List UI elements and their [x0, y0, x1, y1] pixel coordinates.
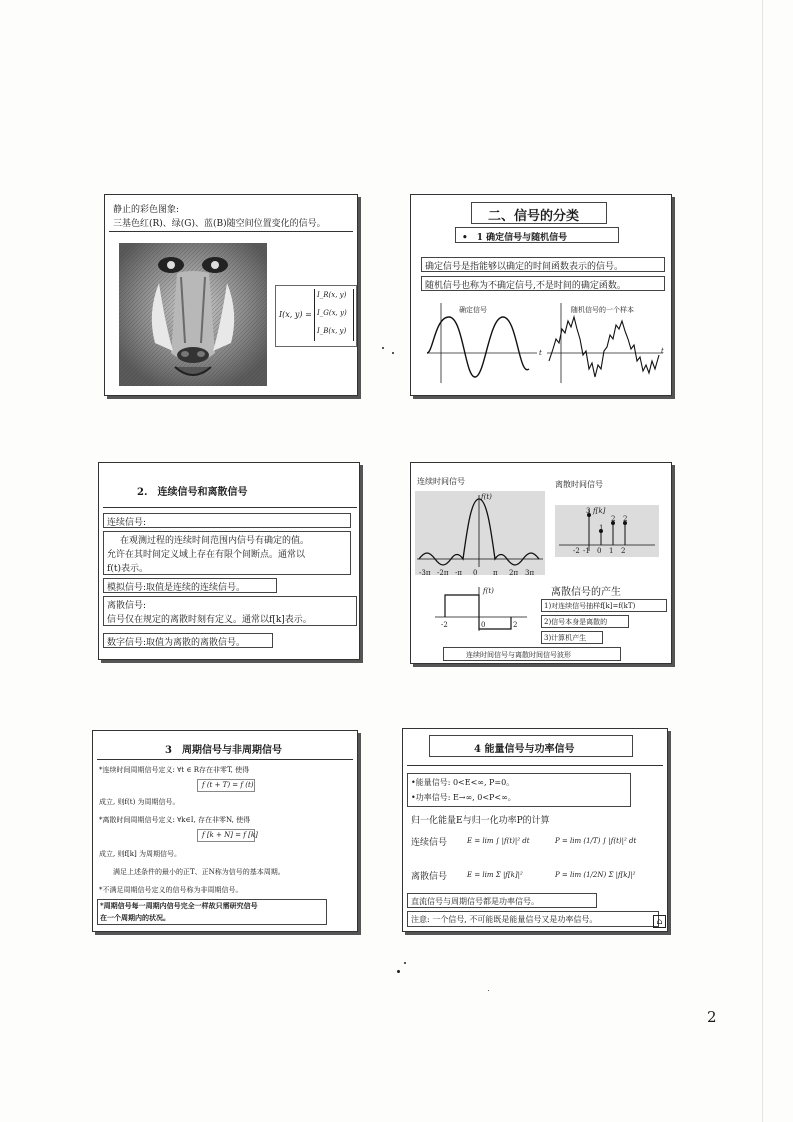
slide6-note-box [407, 911, 659, 927]
slide4-caption: 连续时间信号与离散时间信号波形 [466, 651, 571, 659]
speck [397, 970, 400, 973]
slide2-def2-box [421, 276, 665, 291]
slide1-line2: 三基色红(R)、绿(G)、蓝(B)随空间位置变化的信号。 [113, 219, 326, 229]
slide3-disc-box [103, 596, 357, 626]
slide3-cont-body-box [103, 531, 351, 575]
slide4-gen2: 2)信号本身是离散的 [544, 618, 608, 626]
xtick-2pi: 2π [509, 569, 519, 577]
slide-color-image [104, 194, 358, 396]
slide3-cont-head: 连续信号: [107, 518, 147, 528]
slide5-eq2: f [k + N] = f [k] [202, 831, 258, 839]
slide5-l5: 满足上述条件的最小的正T、正N称为信号的基本周期。 [113, 868, 285, 876]
axis-t-right: t [661, 347, 664, 355]
slide6-cont-label: 连续信号 [411, 838, 448, 848]
slide2-def1: 确定信号是指能够以确定的时间函数表示的信号。 [425, 262, 624, 272]
slide5-l6: *不满足周期信号定义的信号称为非周期信号。 [99, 886, 243, 894]
slide5-l1: *连续时间周期信号定义: ∀t ∈ R存在非零T, 使得 [99, 766, 250, 774]
ktick-1: 1 [609, 547, 614, 555]
slide6-p-cont: P = lim (1/T) ∫ |f(t)|² dt [555, 837, 637, 845]
slide2-subtitle: • 1 确定信号与随机信号 [462, 233, 568, 243]
slide3-disc-body: 信号仅在规定的离散时刻有定义。通常以f[k]表示。 [107, 615, 312, 625]
slide6-title-box [429, 735, 633, 757]
slide2-def2: 随机信号也称为不确定信号,不是时间的确定函数。 [425, 281, 626, 291]
ktick-0: 0 [597, 547, 602, 555]
color-equation [275, 285, 357, 347]
home-icon[interactable]: ⌂ [653, 915, 666, 928]
slide3-cont-body2: 允许在其时间定义域上存在有限个间断点。通常以 [107, 550, 306, 560]
slide-signal-classification [410, 194, 672, 396]
slide6-b1: •能量信号: 0<E<∞, P=0。 [411, 778, 515, 787]
slide1-line1: 静止的彩色图象: [113, 205, 180, 215]
slide6-dc: 直流信号与周期信号都是功率信号。 [411, 897, 539, 906]
slide2-def1-box [421, 257, 665, 272]
slide5-n1: *周期信号每一周期内信号完全一样故只需研究信号 [100, 901, 258, 910]
slide5-n2: 在一个周期内的状况。 [100, 913, 170, 922]
slide6-b2: •功率信号: E→∞, 0<P<∞。 [411, 793, 516, 802]
slide3-divider [103, 507, 357, 508]
slide6-e-disc: E = lim Σ |f[k]|² [467, 871, 523, 879]
slide5-eq2-box [197, 829, 258, 842]
stem-val-1: 1 [599, 524, 604, 532]
slide-periodic [92, 730, 358, 932]
slide2-title-box [471, 202, 607, 224]
xtick-m2pi: -2π [437, 569, 449, 577]
baboon-image [119, 243, 267, 386]
stem-val-3: 3 [586, 507, 591, 515]
slide5-eq1: f (t + T) = f (t) [202, 781, 254, 789]
stem-val-2a: 2 [611, 515, 616, 523]
xtick-mpi: -π [455, 569, 462, 577]
speck [404, 962, 406, 964]
slide5-l2: 成立, 则f(t) 为周期信号。 [99, 798, 180, 806]
eq-row-g: I_G(x, y) [317, 309, 347, 317]
slide5-title: 3 周期信号与非周期信号 [165, 745, 282, 756]
step-tick-0: 0 [481, 621, 486, 629]
slide3-cont-body1: 在观测过程的连续时间范围内信号有确定的值。 [120, 536, 310, 546]
xtick-pi: π [493, 569, 498, 577]
stem-val-2b: 2 [623, 515, 628, 523]
slide3-analog-box [103, 578, 277, 593]
slide4-gen3: 3)计算机产生 [544, 634, 587, 642]
slide5-eq1-box [197, 779, 255, 792]
slide-signal-waveforms [410, 462, 672, 664]
ktick-m1: -1 [583, 547, 590, 555]
slide5-note-box [97, 899, 327, 925]
slide4-gen1-box [541, 599, 667, 612]
xtick-m3pi: -3π [419, 569, 431, 577]
fig-label-random: 随机信号的一个样本 [571, 306, 634, 314]
speck [488, 990, 489, 991]
stem-plot [555, 505, 659, 557]
xtick-0: 0 [473, 569, 478, 577]
slide3-digital: 数字信号:取值为离散的离散信号。 [107, 638, 246, 648]
slide1-divider [109, 231, 353, 232]
slide4-cont-label: 连续时间信号 [417, 477, 465, 486]
slide6-norm: 归一化能量E与归一化功率P的计算 [411, 816, 550, 826]
slide3-digital-box [103, 633, 273, 648]
speck [382, 347, 384, 349]
slide6-bullets-box [407, 773, 631, 807]
slide6-title: 4 能量信号与功率信号 [474, 744, 575, 755]
slide3-cont-head-box [103, 513, 351, 528]
slide6-dc-box [407, 893, 597, 908]
scan-edge-line [762, 0, 763, 1122]
xtick-3pi: 3π [525, 569, 535, 577]
eq-row-b: I_B(x, y) [317, 327, 347, 335]
slide4-caption-box [443, 647, 621, 661]
sinc-ft: f(t) [481, 493, 492, 501]
axis-t-left: t [539, 349, 542, 357]
eq-row-r: I_R(x, y) [317, 291, 347, 299]
slide6-p-disc: P = lim (1/2N) Σ |f[k]|² [555, 871, 636, 879]
slide4-disc-label: 离散时间信号 [555, 480, 603, 489]
slide3-disc-head: 离散信号: [107, 601, 147, 611]
eq-lhs: I(x, y) = [279, 310, 312, 319]
slide4-gen2-box [541, 615, 629, 628]
slide2-title: 二、信号的分类 [488, 209, 580, 224]
slide6-divider [407, 765, 663, 766]
slide5-divider [97, 759, 353, 760]
ktick-m2: -2 [573, 547, 580, 555]
page-number: 2 [707, 1008, 717, 1026]
step-ft: f(t) [483, 587, 494, 595]
slide-continuous-discrete [98, 462, 360, 660]
fig-label-deterministic: 确定信号 [459, 306, 487, 314]
slide4-gen1: 1)对连续信号抽样f[k]=f(kT) [544, 602, 636, 610]
slide3-title: 2. 连续信号和离散信号 [137, 487, 248, 498]
slide5-l4: 成立, 则f[k] 为周期信号。 [99, 850, 181, 858]
sinc-plot [415, 491, 545, 575]
speck [392, 352, 394, 354]
stem-fk: f[k] [593, 507, 606, 515]
slide4-gen3-box [541, 631, 603, 644]
step-tick-2: 2 [513, 621, 518, 629]
slide3-cont-body3: f(t)表示。 [107, 564, 148, 574]
slide4-gen-title: 离散信号的产生 [551, 587, 621, 598]
slide5-l3: *离散时间周期信号定义: ∀k∈I, 存在非零N, 使得 [99, 816, 251, 824]
slide2-subtitle-box [455, 227, 619, 243]
slide-energy-power [402, 728, 668, 932]
slide3-analog: 模拟信号:取值是连续的连续信号。 [107, 583, 246, 593]
ktick-2: 2 [621, 547, 626, 555]
slide6-e-cont: E = lim ∫ |f(t)|² dt [467, 837, 530, 845]
slide6-disc-label: 离散信号 [411, 872, 448, 882]
step-tick-m2: -2 [441, 621, 448, 629]
slide6-note: 注意: 一个信号, 不可能既是能量信号又是功率信号。 [411, 915, 598, 924]
